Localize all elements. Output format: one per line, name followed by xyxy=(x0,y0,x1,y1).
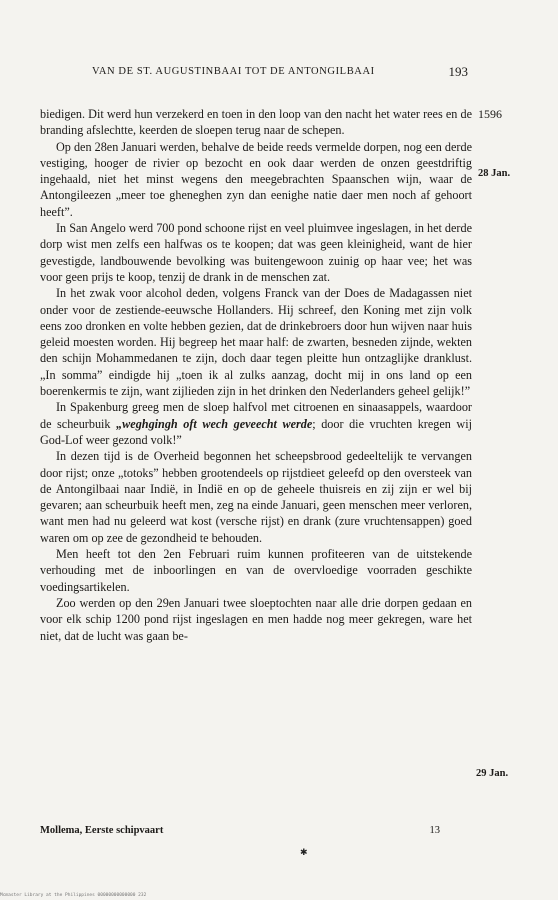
footer-source: Mollema, Eerste schipvaart xyxy=(40,825,164,836)
page-footer xyxy=(40,825,460,836)
ink-speck: ✱ xyxy=(300,847,308,857)
paragraph: In dezen tijd is de Overheid begonnen het scheepsbrood gedeeltelijk te vervangen door rijst; onze „totoks” hebben grootendeels op rijstdieet geleefd op den oversteek van de Antongilbaai naar Indië, in Indië en op de geheele thuisreis en zij zijn er wel bij gevaren; aan scheurbuik heeft men, zeg na einde Januari, geen menschen meer verloren, want men had nu geleerd wat kost (versche rijst) en drank (zure vruchtensappen) goed waren om op zee de gezondheid te behouden. xyxy=(40,449,472,545)
quoted-italic-text: „weghgingh oft wech geveecht werde xyxy=(116,416,313,431)
signature-mark: 13 xyxy=(429,825,440,836)
margin-note-year: 1596 xyxy=(478,107,502,121)
paragraph: Zoo werden op den 29en Januari twee sloeptochten naar alle drie dorpen gedaan en voor elk schip 1200 pond rijst ingeslagen en men hadde nog meer gekregen, ware het niet, dat de lucht was gaan be- xyxy=(40,595,472,643)
running-title: VAN DE ST. AUGUSTINBAAI TOT DE ANTONGILBAAI xyxy=(92,66,375,77)
paragraph: biedigen. Dit werd hun verzekerd en toen in den loop van den nacht het water rees en de branding afslechtte, keerden de sloepen terug naar de schepen. xyxy=(40,107,472,138)
margin-note-29-jan: 29 Jan. xyxy=(476,768,509,779)
paragraph: In het zwak voor alcohol deden, volgens Franck van der Does de Madagassen niet onder voor de zestiende-eeuwsche Hollanders. Hij schreef, den Koning met zijn volk eens zoo dronken en volte hebben gezien, dat de drinkebroers door hun wijven naar huis geleid moesten worden. Hij begreep het maar half: de zwarten, besneden zijnde, wekten den schijn Mohammedanen te zijn, doch daar tegen pleitte hun ontzaglijke dranklust. „In somma” eindigde hij „toen ik al zulks aanzag, docht mij in ons land op een boerenkermis te zijn, want zijlieden zijn in het drinken den Nederlanders geheel gelijk!” xyxy=(40,286,472,399)
paragraph xyxy=(40,399,472,448)
scan-note: Mcmaster Library at the Philippines 00000000000000 232 xyxy=(0,893,147,898)
page-number: 193 xyxy=(448,64,468,79)
margin-note-28-jan: 28 Jan. xyxy=(478,168,511,179)
paragraph-text: ; door die vruchten kregen wij God-Lof weer gezond volk!” xyxy=(40,416,472,447)
body-text xyxy=(40,106,472,644)
paragraph: In San Angelo werd 700 pond schoone rijst en veel pluimvee ingeslagen, in het derde dorp wist men zelfs een halfwas os te koopen; dat was geen kleinigheid, want de hier gevestigde, landbouwende bevolking was buitengewoon zuinig op haar vee; het was voor geen prijs te koop, tenzij de drank in de menschen zat. xyxy=(40,221,472,284)
paragraph: Men heeft tot den 2en Februari ruim kunnen profiteeren van de uitstekende verhouding met de inboorlingen en van de overvloedige voorraden geschikte voedingsartikelen. xyxy=(40,547,472,594)
paragraph: Op den 28en Januari werden, behalve de beide reeds vermelde dorpen, nog een derde vestiging, hooger de rivier op bezocht en ook daar werden de onzen geestdriftig ingehaald, niet het minst wegens den meegebrachten Spaanschen wijn, waar de Antongileezen „meer toe gheneghen zyn dan eenighe natie daer men noch af gehoort heeft”. xyxy=(40,139,472,219)
paragraph-text: In Spakenburg greeg men de sloep halfvol met citroenen en sinaasappels, waardoor de scheurbuik xyxy=(40,400,472,431)
